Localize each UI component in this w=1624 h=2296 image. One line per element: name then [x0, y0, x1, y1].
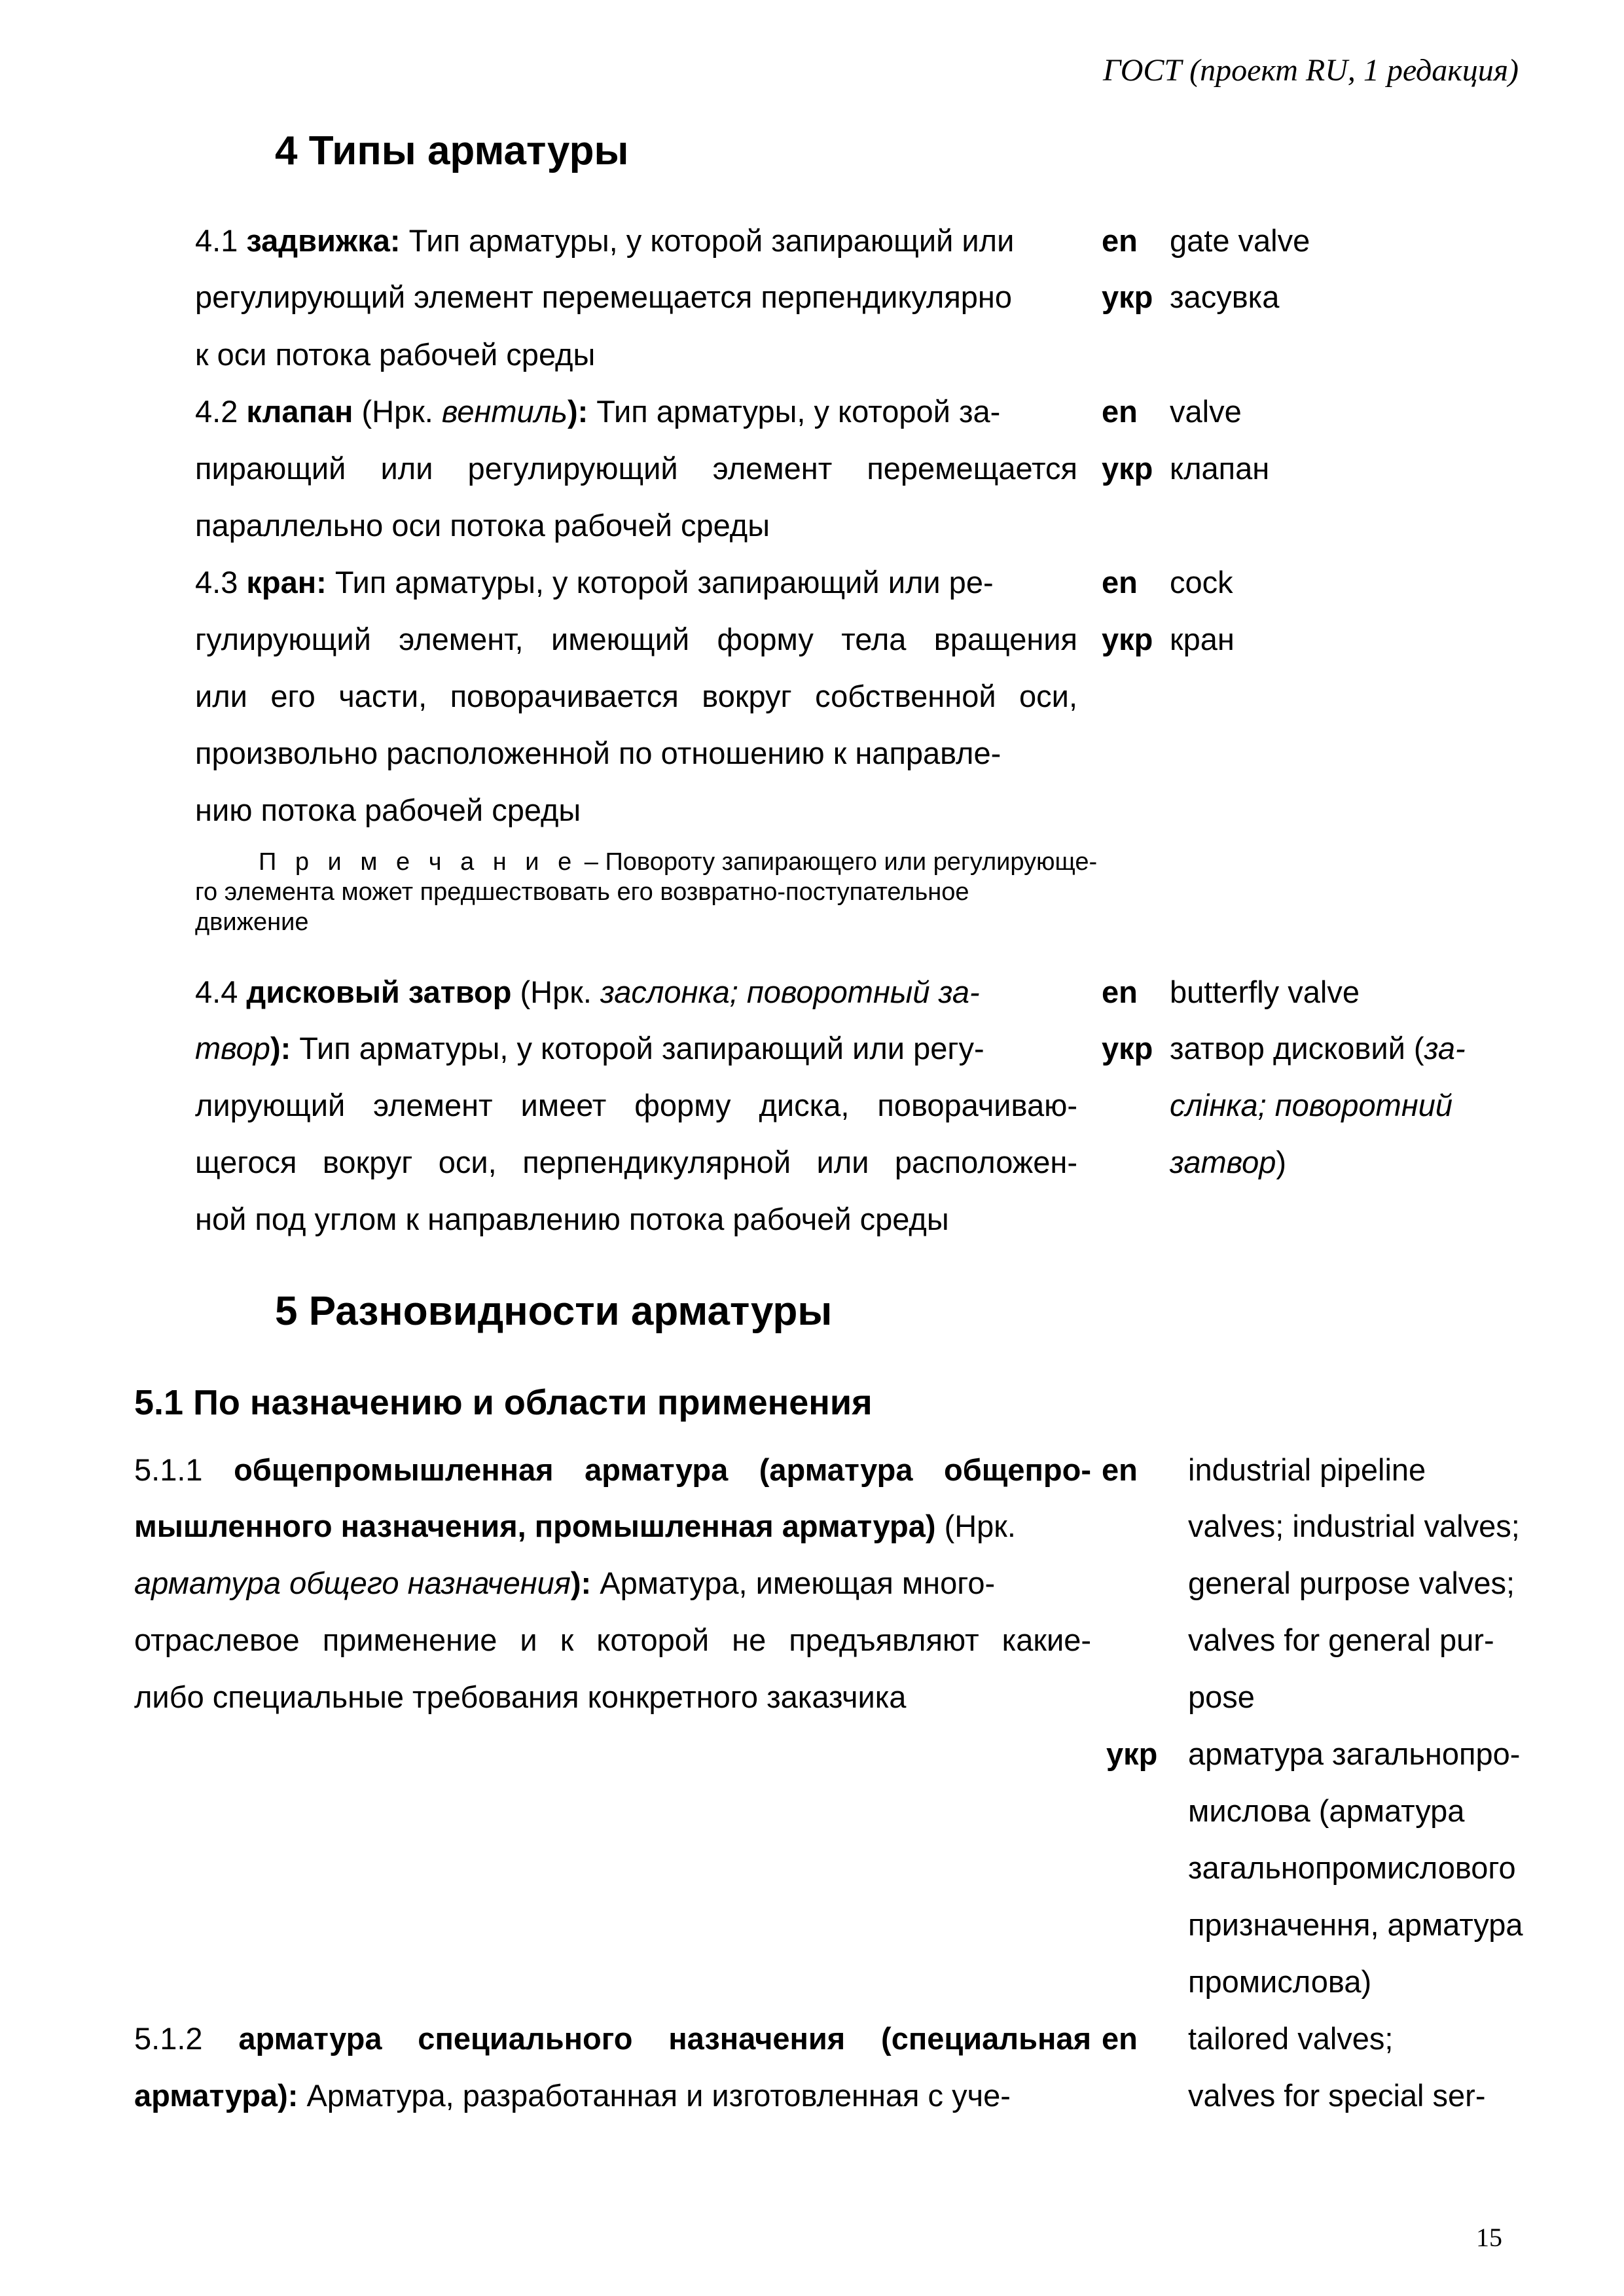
lang-label-uk: укр [1102, 279, 1153, 314]
english-equivalent: valve [1170, 394, 1242, 429]
entry-line: мышленного назначения, промышленная арматура) (Нрк. [134, 1509, 1016, 1543]
definition-text: параллельно оси потока рабочей среды [195, 508, 770, 543]
definition-text: Тип арматуры, у которой запирающий или ре- [326, 565, 994, 600]
entry-line [134, 2019, 1091, 2058]
english-equivalent: cock [1170, 565, 1233, 600]
definition-text: Тип арматуры, у которой за- [588, 394, 1001, 429]
ukrainian-equivalent: кран [1170, 622, 1235, 656]
lang-label-en: en [1102, 565, 1138, 600]
english-equivalent: pose [1188, 1679, 1255, 1714]
definition-text: Тип арматуры, у которой запирающий или [400, 223, 1015, 258]
term-name: арматура): [134, 2078, 298, 2113]
deprecated-synonym: вентиль [441, 394, 568, 429]
ukrainian-equivalent: засувка [1170, 279, 1280, 314]
running-header: ГОСТ (проект RU, 1 редакция) [1103, 53, 1519, 88]
definition-text: нию потока рабочей среды [195, 793, 581, 827]
definition-text: отраслевое применение и к которой не предъявляют какие- [134, 1623, 1091, 1657]
term-name: мышленного назначения, промышленная арматура) [134, 1509, 936, 1543]
deprecated-synonym: твор [195, 1031, 270, 1066]
definition-text: щегося вокруг оси, перпендикулярной или расположен- [195, 1145, 1077, 1179]
definition-text: регулирующий элемент перемещается перпендикулярно [195, 279, 1013, 314]
english-equivalent: valves for general pur- [1188, 1623, 1494, 1657]
entry-number: 4.2 [195, 394, 238, 429]
note-text: – Повороту запирающего или регулирующе- [577, 848, 1098, 876]
lang-label-uk: укр [1106, 1736, 1158, 1771]
english-equivalent: gate valve [1170, 223, 1310, 258]
entry-line: 4.2 клапан (Нрк. вентиль): Тип арматуры, у которой за- [195, 394, 1001, 429]
lang-label-en: en [1102, 223, 1138, 258]
english-equivalent: general purpose valves; [1188, 1566, 1515, 1600]
entry-number: 4.3 [195, 565, 238, 600]
definition-text: гулирующий элемент, имеющий форму тела вращения [195, 622, 1077, 656]
ukrainian-equivalent: мислова (арматура [1188, 1793, 1465, 1828]
deprecated-synonym: арматура общего назначения [134, 1566, 571, 1600]
entry-number: 4.4 [195, 975, 238, 1009]
entry-line [195, 221, 1014, 260]
term-name: клапан [246, 394, 353, 429]
lang-label-uk: укр [1102, 451, 1153, 486]
ukrainian-equivalent: слінка; поворотний [1170, 1088, 1453, 1122]
english-equivalent: valves for special ser- [1188, 2078, 1486, 2113]
entry-number: 5.1.2 [134, 2021, 203, 2056]
ukrainian-equivalent: затвор дисковий (за- [1170, 1031, 1466, 1066]
definition-text: ной под углом к направлению потока рабочей среды [195, 1202, 949, 1236]
lang-label-en: en [1102, 975, 1138, 1009]
note-text: го элемента может предшествовать его возвратно-поступательное [195, 878, 969, 906]
deprecated-synonym: заслонка; поворотный за- [600, 975, 980, 1009]
ukrainian-equivalent: загальнопромислового [1188, 1850, 1516, 1885]
lang-label-en: en [1102, 1452, 1138, 1487]
entry-number: 5.1.1 [134, 1452, 203, 1487]
definition-text: лирующий элемент имеет форму диска, поворачиваю- [195, 1088, 1077, 1122]
definition-text: Арматура, разработанная и изготовленная с уче- [298, 2078, 1011, 2113]
lang-label-en: en [1102, 2021, 1138, 2056]
term-name: арматура специального назначения (специальная [238, 2021, 1091, 2056]
note-label: П р и м е ч а н и е [259, 848, 578, 876]
english-equivalent: valves; industrial valves; [1188, 1509, 1520, 1543]
note-text: движение [195, 908, 309, 936]
ukrainian-equivalent: промислова) [1188, 1964, 1372, 1999]
lang-label-en: en [1102, 394, 1138, 429]
entry-line [134, 2076, 1011, 2115]
entry-line: твор): Тип арматуры, у которой запирающий или регу- [195, 1031, 984, 1066]
term-name: кран: [246, 565, 327, 600]
ukrainian-equivalent: призначення, арматура [1188, 1907, 1523, 1942]
page-number: 15 [1476, 2223, 1502, 2252]
definition-text: или его части, поворачивается вокруг собственной оси, [195, 679, 1077, 713]
definition-text: либо специальные требования конкретного заказчика [134, 1679, 907, 1714]
entry-number: 4.1 [195, 223, 238, 258]
subsection-5-1-title: 5.1 По назначению и области применения [134, 1383, 873, 1422]
english-equivalent: butterfly valve [1170, 975, 1360, 1009]
ukrainian-equivalent: клапан [1170, 451, 1270, 486]
definition-text: Арматура, имеющая много- [591, 1566, 996, 1600]
section-5-title: 5 Разновидности арматуры [275, 1289, 833, 1334]
lang-label-uk: укр [1102, 1031, 1153, 1066]
ukrainian-equivalent: затвор [1170, 1145, 1276, 1179]
entry-line [195, 563, 994, 602]
entry-line: арматура общего назначения): Арматура, имеющая много- [134, 1566, 996, 1600]
section-4-title: 4 Типы арматуры [275, 128, 629, 173]
term-name: общепромышленная арматура (арматура общепро- [234, 1452, 1091, 1487]
entry-line [134, 1450, 1091, 1490]
english-equivalent: industrial pipeline [1188, 1452, 1426, 1487]
definition-text: Тип арматуры, у которой запирающий или регу- [291, 1031, 984, 1066]
definition-text: произвольно расположенной по отношению к направле- [195, 736, 1001, 770]
term-name: задвижка: [246, 223, 401, 258]
definition-text: пирающий или регулирующий элемент перемещается [195, 451, 1077, 486]
entry-line: 4.4 дисковый затвор (Нрк. заслонка; поворотный за- [195, 975, 980, 1009]
lang-label-uk: укр [1102, 622, 1153, 656]
definition-text: к оси потока рабочей среды [195, 337, 596, 372]
english-equivalent: tailored valves; [1188, 2021, 1394, 2056]
ukrainian-equivalent: арматура загальнопро- [1188, 1736, 1521, 1771]
term-name: дисковый затвор [246, 975, 512, 1009]
